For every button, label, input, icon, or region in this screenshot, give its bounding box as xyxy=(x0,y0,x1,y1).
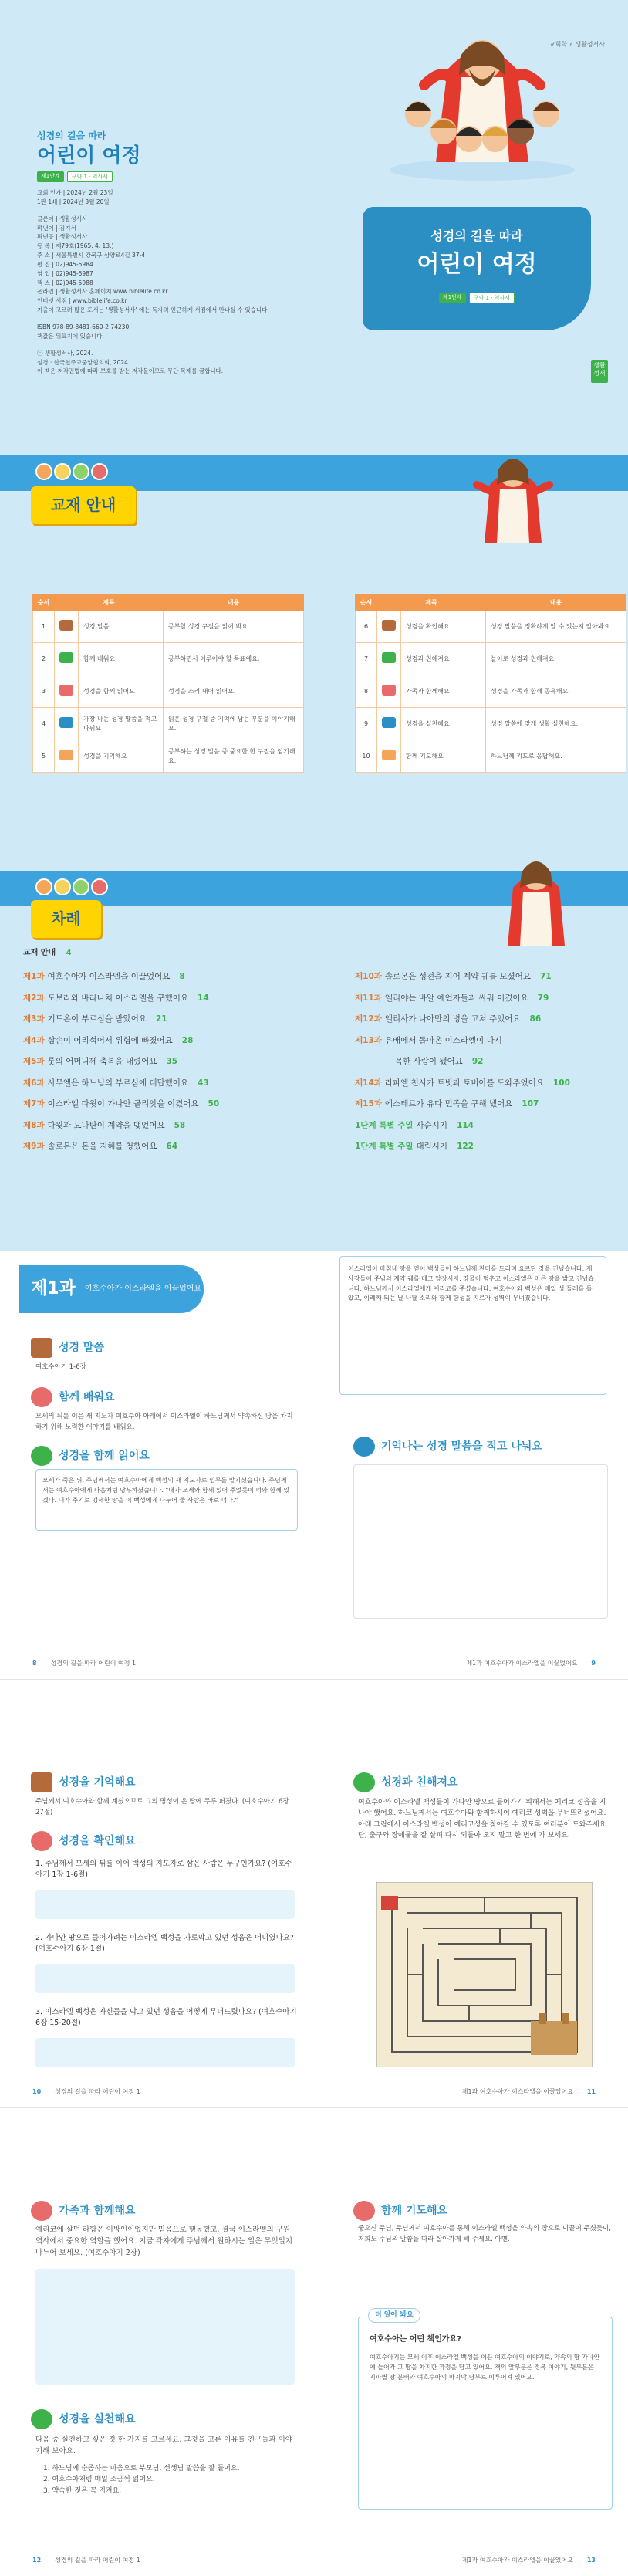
section-title: 기억나는 성경 말씀을 적고 나눠요 xyxy=(381,1440,542,1453)
colophon-line: 등 록 | 제79호(1965. 4. 13.) xyxy=(37,242,114,250)
page-footer-left xyxy=(32,1659,136,1668)
toc-guide-page: 4 xyxy=(66,949,72,957)
spacer xyxy=(37,315,315,323)
header-content: 내용 xyxy=(486,595,626,611)
maze-instructions: 여호수아와 이스라엘 백성들이 가나안 땅으로 들어가기 위해서는 예리코 성읍을 지나야 했어요. 하느님께서는 여호수아와 함께하시어 예리코 성벽을 무너뜨리셨어요. 아래 그림에서 이스라엘 백성이 예리코성을 찾아갈 수 있도록 여러분이 도와주세요. 단, 출구와 장애물을 잘 살펴 다시 되돌아 오지 말고 한 번에 가 보세요. xyxy=(358,1799,609,1840)
colophon-line: 주 소 | 서울특별시 강북구 삼양로4길 37-4 xyxy=(37,252,146,259)
toc-entry[interactable] xyxy=(355,1014,570,1035)
lesson-spread-pages-10-11 xyxy=(0,1679,628,2107)
toc-entry[interactable] xyxy=(23,971,219,993)
toc-lesson-title: 기드온이 부르심을 받았어요 xyxy=(47,1014,147,1024)
toc-entry[interactable] xyxy=(23,1014,219,1035)
row-title: 성경을 기억해요 xyxy=(79,740,164,773)
toc-lesson-title: 목한 사람이 됐어요 xyxy=(395,1057,463,1066)
cover-title: 어린이 여정 xyxy=(37,144,141,168)
row-title: 가장 나는 성경 말씀을 적고 나눠요 xyxy=(79,708,164,740)
toc-entry[interactable] xyxy=(355,1078,570,1099)
cover-subtitle: 성경의 길을 따라 xyxy=(37,130,106,141)
cover-title-badge xyxy=(363,207,591,330)
practice-option: 2. 여호수아처럼 매일 조금씩 읽어요. xyxy=(43,2476,155,2484)
toc-guide-label: 교재 안내 xyxy=(23,949,56,957)
colophon-line: 인터넷 서점 | www.biblelife.co.kr xyxy=(37,297,127,305)
toc-lesson-number: 제7과 xyxy=(23,1099,45,1109)
toc-lesson-number: 제10과 xyxy=(355,972,382,981)
row-number: 5 xyxy=(33,740,55,773)
toc-lesson-number: 제9과 xyxy=(23,1142,45,1151)
colophon-line: 팩 스 | 02)945-5988 xyxy=(37,279,93,286)
page-footer-right xyxy=(462,2087,596,2097)
section-get-familiar xyxy=(353,1772,458,1792)
colophon-line: 영 업 | 02)945-5987 xyxy=(37,269,93,277)
child-icon xyxy=(73,878,89,895)
row-number: 9 xyxy=(356,708,377,740)
section-icon xyxy=(59,750,73,760)
child-icon xyxy=(54,878,71,895)
lesson-number: 제1과 xyxy=(31,1279,76,1299)
section-icon xyxy=(59,717,73,728)
textbook-guide-page xyxy=(0,417,628,834)
section-title: 성경을 실천해요 xyxy=(59,2412,136,2425)
row-icon-cell xyxy=(377,643,401,675)
toc-lesson-number: 제4과 xyxy=(23,1035,45,1045)
toc-lesson-title: 엘리야는 바알 예언자들과 싸워 이겼어요 xyxy=(384,993,528,1003)
page-number: 9 xyxy=(591,1660,596,1667)
row-title: 성경 말씀 xyxy=(79,611,164,643)
toc-lesson-title: 사무엘은 하느님의 부르심에 대답했어요 xyxy=(47,1078,189,1088)
toc-heading xyxy=(31,900,101,938)
toc-entry[interactable] xyxy=(23,1120,219,1142)
section-icon xyxy=(382,750,396,760)
table-row xyxy=(33,643,304,675)
toc-lesson-title: 이스라엘 다윗이 가나안 골리앗을 이겼어요 xyxy=(47,1099,199,1109)
section-remember xyxy=(31,1772,136,1792)
toc-lesson-number: 1단계 특별 주일 xyxy=(355,1142,414,1151)
toc-page-number: 50 xyxy=(208,1099,220,1109)
section-title: 성경을 확인해요 xyxy=(59,1834,136,1847)
bible-book-icon xyxy=(31,1772,52,1792)
section-pray-together xyxy=(353,2201,447,2221)
child-icon xyxy=(35,878,52,895)
header-title: 제목 xyxy=(377,595,486,611)
section-icon xyxy=(59,652,73,663)
colophon-line: ⓒ 생활성서사, 2024. xyxy=(37,349,93,357)
footer-text: 제1과 여호수아가 이스라엘을 이끌었어요 xyxy=(466,1660,578,1667)
guide-heading xyxy=(31,486,136,524)
section-icon xyxy=(59,685,73,696)
children-reading-icon xyxy=(31,1446,52,1466)
praying-child-icon xyxy=(353,2201,375,2221)
colophon-line: 글쓴이 | 생활성서사 xyxy=(37,215,88,222)
row-content: 공부하는 성경 말씀 중 중요한 한 구절을 암기해요. xyxy=(164,740,304,773)
colophon-line: 책값은 뒤표지에 있습니다. xyxy=(37,332,104,340)
child-icon xyxy=(91,878,108,895)
colophon-line: 편 집 | 02)945-5984 xyxy=(37,260,93,268)
answer-box-1[interactable] xyxy=(35,1890,295,1919)
row-number: 4 xyxy=(33,708,55,740)
family-answer-box[interactable] xyxy=(35,2269,295,2385)
toc-entry[interactable] xyxy=(355,1098,570,1120)
table-header-row xyxy=(33,595,304,611)
row-icon-cell xyxy=(55,708,79,740)
toc-page-number: 14 xyxy=(198,993,209,1003)
row-title: 성경과 친해져요 xyxy=(401,643,486,675)
table-row xyxy=(33,611,304,643)
section-check xyxy=(31,1831,136,1851)
section-read-together xyxy=(31,1446,150,1466)
series-label: 교회학교 생활성서사 xyxy=(549,41,605,48)
row-number: 3 xyxy=(33,675,55,708)
children-icon xyxy=(31,2409,52,2429)
footer-text: 성경의 길을 따라 어린이 여정 1 xyxy=(55,2557,140,2564)
child-icon xyxy=(91,463,108,480)
page-footer-left xyxy=(32,2087,140,2097)
table-row xyxy=(356,611,626,643)
memory-verse: 주님께서 여호수아와 함께 계셨으므로 그의 명성이 온 땅에 두루 퍼졌다. (여호수아기 6장 27절) xyxy=(35,1798,289,1816)
toc-page-number: 92 xyxy=(471,1057,484,1066)
toc-page-number: 100 xyxy=(552,1078,570,1088)
row-number: 6 xyxy=(356,611,377,643)
children-icons xyxy=(35,878,108,895)
bible-reference: 여호수아기 1-6장 xyxy=(35,1363,86,1371)
table-of-contents-page xyxy=(0,834,628,1251)
toc-page-number: 114 xyxy=(457,1120,474,1130)
learn-more-text: 여호수아기는 모세 이후 이스라엘 백성을 이끈 여호수아의 이야기로, 약속의 땅 가나안에 들어가 그 땅을 차지한 과정을 담고 있어요. 책의 앞부분은 정복 이야기, 뒷부분은 지파별 땅 분배와 여호수아의 마지막 당부로 이루어져 있어요. xyxy=(370,2353,600,2381)
toc-lesson-title: 사순시기 xyxy=(416,1120,448,1130)
row-number: 7 xyxy=(356,643,377,675)
child-icon xyxy=(31,1831,52,1851)
row-number: 10 xyxy=(356,740,377,773)
row-icon-cell xyxy=(55,675,79,708)
toc-lesson-number: 제3과 xyxy=(23,1014,45,1024)
row-number: 8 xyxy=(356,675,377,708)
colophon-line: 기출이 고르려 많은 도서는 '생활성서사' 에는 독자의 인근하게 서점에서 만나실 수 있습니다. xyxy=(37,306,269,314)
toc-lesson-title: 유배에서 돌아온 이스라엘이 다시 xyxy=(384,1035,502,1045)
row-icon-cell xyxy=(377,708,401,740)
row-content: 성경을 가족과 함께 공유해요. xyxy=(486,675,626,708)
row-content: 성경을 소리 내어 읽어요. xyxy=(164,675,304,708)
page-number: 13 xyxy=(586,2557,596,2564)
row-content: 놀이로 성경과 친해져요. xyxy=(486,643,626,675)
table-row xyxy=(356,675,626,708)
toc-column-right xyxy=(355,971,570,1163)
toc-lesson-number: 제1과 xyxy=(23,972,45,981)
table-row xyxy=(356,708,626,740)
section-icon xyxy=(382,620,396,631)
section-title: 함께 배워요 xyxy=(59,1390,115,1403)
child-icon xyxy=(31,1387,52,1407)
toc-lesson-title: 다윗과 요나탄이 계약을 맺었어요 xyxy=(47,1120,165,1130)
row-icon-cell xyxy=(377,740,401,773)
section-practice xyxy=(31,2409,136,2429)
toc-lesson-title: 도보라와 바라나쳐 이스라엘을 구했어요 xyxy=(47,993,189,1003)
toc-page-number: 28 xyxy=(181,1035,194,1045)
row-title: 함께 배워요 xyxy=(79,643,164,675)
table-row xyxy=(33,740,304,773)
row-number: 2 xyxy=(33,643,55,675)
learn-together-text: 모세의 뒤를 이은 새 지도자 여호수아 아래에서 이스라엘이 하느님께서 약속하신 땅을 차지하기 위해 노력한 이야기를 배워요. xyxy=(35,1413,293,1431)
start-icon xyxy=(381,1896,398,1910)
row-title: 함께 기도해요 xyxy=(401,740,486,773)
colophon xyxy=(37,188,315,376)
spacer xyxy=(37,207,315,215)
bible-passage-box xyxy=(35,1469,298,1531)
page-number: 12 xyxy=(32,2557,42,2564)
family-icon xyxy=(31,2201,52,2221)
section-title: 성경을 기억해요 xyxy=(59,1775,136,1789)
bible-passage-text: 모세가 죽은 뒤, 주님께서는 여호수아에게 백성의 새 지도자로 임무를 맡기셨습니다. 주님께서는 여호수아에게 다음처럼 당부하셨습니다. "내가 모세와 함께 있어 주었듯이 너와 함께 있겠다. 내가 주기로 맹세한 땅을 이 백성에게 나누어 줄 사람은 바로 너다." xyxy=(42,1477,290,1504)
toc-entry[interactable] xyxy=(355,971,570,993)
bible-passage-continued: 이스라엘이 마침내 땅을 얻어 백성들이 하느님께 찬미를 드리며 요르단 강을 건넜습니다. 제사장들이 주님의 계약 궤를 메고 앞장서자, 강물이 멈추고 이스라엘은 마른 땅을 밟고 건넜습니다. 하느님께서 이스라엘에게 예리코를 주셨습니다. 여호수아와 백성은 매일 성 둘레를 돌았고, 이레째 되는 날 나팔 소리와 함께 함성을 지르자 성벽이 무너졌습니다. xyxy=(348,1265,594,1302)
toc-lesson-title: 여호수아가 이스라엘을 이끌었어요 xyxy=(47,972,171,981)
lesson-spread-pages-12-13 xyxy=(0,2107,628,2576)
cover-tags xyxy=(37,171,113,182)
toc-lesson-number: 제15과 xyxy=(355,1099,382,1109)
toc-entry[interactable] xyxy=(355,1056,570,1078)
section-bible-verse xyxy=(31,1338,104,1358)
practice-instructions: 다음 중 실천하고 싶은 것 한 가지를 고르세요. 그것을 고른 이유를 친구들과 이야기해 보아요. xyxy=(35,2436,292,2456)
practice-option: 3. 약속한 것은 꼭 지켜요. xyxy=(43,2486,122,2495)
table-header-row xyxy=(356,595,626,611)
toc-entry[interactable] xyxy=(23,1141,219,1163)
section-learn-together xyxy=(31,1387,115,1407)
row-content: 성경 말씀을 정확하게 알 수 있는지 알아봐요. xyxy=(486,611,626,643)
lesson-badge xyxy=(19,1265,204,1313)
row-icon-cell xyxy=(55,740,79,773)
question-1: 1. 주님께서 모세의 뒤를 이어 백성의 지도자로 삼은 사람은 누구인가요? (여호수아기 1장 1-6절) xyxy=(35,1860,292,1880)
table-row xyxy=(356,740,626,773)
colophon-line: 성경 · 한국천주교중앙협의회, 2024. xyxy=(37,358,130,366)
cover-page xyxy=(0,0,628,417)
colophon-line: 1판 1쇄 | 2024년 3월 20일 xyxy=(37,198,110,205)
toc-lesson-title: 라파엘 천사가 토빗과 토비아를 도와주었어요 xyxy=(384,1078,544,1088)
toc-lesson-number: 제6과 xyxy=(23,1078,45,1088)
section-icon xyxy=(382,717,396,728)
learn-more-question: 여호수아는 어떤 책인가요? xyxy=(370,2335,462,2344)
answer-box-2[interactable] xyxy=(35,1964,295,1993)
child-icon xyxy=(35,463,52,480)
header-order: 순서 xyxy=(33,595,55,611)
toc-page-number: 79 xyxy=(537,993,549,1003)
section-title: 성경과 친해져요 xyxy=(381,1775,458,1789)
toc-lesson-number: 제11과 xyxy=(355,993,382,1003)
page-footer-right xyxy=(462,2556,596,2565)
jericho-city-icon xyxy=(531,2021,577,2055)
toc-entry[interactable] xyxy=(23,1056,219,1078)
lesson-spread-pages-8-9 xyxy=(0,1251,628,1679)
toc-entry[interactable] xyxy=(355,1120,570,1142)
badge-tag-stage: 제1단계 xyxy=(439,293,466,303)
row-content: 공부하면서 이루어야 할 목표예요. xyxy=(164,643,304,675)
toc-page-number: 21 xyxy=(156,1014,167,1024)
toc-entry[interactable] xyxy=(355,1035,570,1057)
row-number: 1 xyxy=(33,611,55,643)
toc-column-left xyxy=(23,971,219,1163)
question-3: 3. 이스라엘 백성은 자신들을 막고 있던 성읍을 어떻게 무너뜨렸나요? (여호수아기 6장 15-20절) xyxy=(35,2008,297,2028)
toc-entry[interactable] xyxy=(23,1035,219,1057)
toc-page-number: 86 xyxy=(529,1014,542,1024)
page-footer-left xyxy=(32,2556,140,2565)
row-title: 성경을 함께 읽어요 xyxy=(79,675,164,708)
page-footer-right xyxy=(466,1659,596,1668)
section-title: 가족과 함께해요 xyxy=(59,2204,136,2217)
page-number: 11 xyxy=(586,2088,596,2096)
toc-page-number: 35 xyxy=(166,1057,178,1066)
row-content: 하느님께 기도로 응답해요. xyxy=(486,740,626,773)
footer-text: 제1과 여호수아가 이스라엘을 이끌었어요 xyxy=(461,2088,573,2096)
page-number: 8 xyxy=(32,1660,37,1667)
child-writing-icon xyxy=(353,1437,375,1457)
colophon-line: 교회 인가 | 2024년 2월 23일 xyxy=(37,189,113,196)
page-number: 10 xyxy=(32,2088,42,2096)
table-row xyxy=(33,708,304,740)
guide-heading-label: 교재 안내 xyxy=(31,486,136,524)
publisher-logo: 생활 성서 xyxy=(591,360,608,383)
lesson-title: 여호수아가 이스라엘을 이끌었어요 xyxy=(84,1285,202,1293)
toc-page-number: 122 xyxy=(457,1142,474,1151)
row-icon-cell xyxy=(377,611,401,643)
toc-lesson-number: 1단계 특별 주일 xyxy=(355,1120,414,1130)
section-icon xyxy=(59,620,73,631)
section-icon xyxy=(382,685,396,696)
badge-subtitle: 성경의 길을 따라 xyxy=(430,228,523,243)
toc-lesson-number: 제12과 xyxy=(355,1014,382,1024)
section-icon xyxy=(382,652,396,663)
child-icon xyxy=(54,463,71,480)
colophon-line: 온라인 | 생활성서사 홈페이지 www.biblelife.co.kr xyxy=(37,288,168,296)
row-icon-cell xyxy=(55,611,79,643)
toc-entry[interactable] xyxy=(23,1098,219,1120)
row-icon-cell xyxy=(55,643,79,675)
maze-puzzle[interactable] xyxy=(376,1882,593,2067)
footer-text: 성경의 길을 따라 어린이 여정 1 xyxy=(50,1660,137,1667)
toc-guide-entry[interactable] xyxy=(23,948,72,960)
question-2: 2. 가나안 땅으로 들어가려는 이스라엘 백성을 가로막고 있던 성읍은 어디였나요? (여호수아기 6장 1절) xyxy=(35,1934,294,1954)
toc-page-number: 71 xyxy=(540,972,552,981)
table-row xyxy=(33,675,304,708)
toc-lesson-title: 대림시기 xyxy=(416,1142,448,1151)
tag-stage: 제1단계 xyxy=(37,171,64,182)
toc-lesson-number: 제14과 xyxy=(355,1078,382,1088)
toc-lesson-title: 삼손이 어리석어서 위험에 빠졌어요 xyxy=(47,1035,173,1045)
footer-text: 성경의 길을 따라 어린이 여정 1 xyxy=(55,2088,140,2096)
row-title: 성경을 실천해요 xyxy=(401,708,486,740)
toc-page-number: 107 xyxy=(522,1099,539,1109)
toc-lesson-title: 에스테르가 유다 민족을 구해 냈어요 xyxy=(384,1099,513,1109)
header-order: 순서 xyxy=(356,595,377,611)
badge-title: 어린이 여정 xyxy=(417,251,537,279)
toc-lesson-number: 제5과 xyxy=(23,1057,45,1066)
row-icon-cell xyxy=(377,675,401,708)
guide-table-right xyxy=(355,594,626,773)
colophon-line: 펴낸이 | 김기서 xyxy=(37,224,76,232)
practice-option: 1. 하느님께 순종하는 마음으로 부모님, 선생님 말씀을 잘 들어요. xyxy=(43,2465,240,2473)
spacer xyxy=(37,341,315,349)
family-activity-text: 예리코에 살던 라합은 이방인이었지만 믿음으로 행동했고, 결국 이스라엘의 구원 역사에서 중요한 역할을 했어요. 지금 각자에게 주님께서 원하시는 일은 무엇일지 나누어 보세요. (여호수아기 2장) xyxy=(35,2226,293,2258)
jesus-icon xyxy=(494,841,579,949)
badge-tag-volume: 구약 1 · 역사서 xyxy=(469,293,515,303)
jesus-with-children-illustration xyxy=(370,15,594,181)
write-verse-box[interactable] xyxy=(353,1464,608,1619)
toc-lesson-title: 솔로몬은 돈을 지혜를 청했어요 xyxy=(47,1142,157,1151)
toc-heading-label: 차례 xyxy=(31,900,101,938)
row-content: 성경 말씀에 맞게 생활 실천해요. xyxy=(486,708,626,740)
toc-page-number: 64 xyxy=(166,1142,178,1151)
toc-entry[interactable] xyxy=(23,993,219,1014)
toc-page-number: 58 xyxy=(174,1120,186,1130)
footer-text: 제1과 여호수아가 이스라엘을 이끌었어요 xyxy=(461,2557,573,2564)
row-title: 가족과 함께해요 xyxy=(401,675,486,708)
row-content: 공부할 성경 구절을 읽어 봐요. xyxy=(164,611,304,643)
section-title: 함께 기도해요 xyxy=(381,2204,448,2217)
toc-lesson-number: 제2과 xyxy=(23,993,45,1003)
section-title: 성경을 함께 읽어요 xyxy=(59,1449,150,1462)
tag-volume: 구약 1 · 역사서 xyxy=(67,171,113,182)
children-icons xyxy=(35,463,108,480)
toc-lesson-number: 제8과 xyxy=(23,1120,45,1130)
toc-lesson-title: 엘리사가 나아만의 병을 고쳐 주었어요 xyxy=(384,1014,521,1024)
section-title: 성경 말씀 xyxy=(59,1341,104,1354)
toc-lesson-title: 솔로몬은 성전을 지어 계약 궤를 모셨어요 xyxy=(384,972,532,981)
toc-lesson-number: 제13과 xyxy=(355,1035,382,1045)
toc-page-number: 8 xyxy=(179,972,185,981)
toc-page-number: 43 xyxy=(198,1078,209,1088)
prayer-text: 좋으신 주님, 주님께서 여호수아를 통해 이스라엘 백성을 약속의 땅으로 이끌어 주셨듯이, 저희도 주님의 말씀을 따라 살아가게 해 주세요. 아멘. xyxy=(358,2225,612,2243)
section-write-and-share xyxy=(353,1437,542,1457)
header-title: 제목 xyxy=(55,595,164,611)
colophon-line: 이 책은 저작권법에 따라 보호를 받는 저작물이므로 무단 복제를 금합니다. xyxy=(37,367,224,375)
toc-entry[interactable] xyxy=(23,1078,219,1099)
row-title: 성경을 확인해요 xyxy=(401,611,486,643)
header-content: 내용 xyxy=(164,595,304,611)
toc-lesson-title: 룻의 어머니께 축복을 내렸어요 xyxy=(47,1057,157,1066)
learn-more-title: 더 알아 봐요 xyxy=(368,2308,420,2323)
toc-entry[interactable] xyxy=(355,993,570,1014)
row-content: 읽은 성경 구절 중 기억에 남는 부분을 이야기해요. xyxy=(164,708,304,740)
learn-more-box xyxy=(358,2311,613,2510)
guide-table-left xyxy=(32,594,304,773)
bible-passage-continued-box xyxy=(339,1256,606,1395)
bible-book-icon xyxy=(31,1338,52,1358)
colophon-line: ISBN 978-89-8481-660-2 74230 xyxy=(37,323,130,330)
colophon-line: 펴낸곳 | 생활성서사 xyxy=(37,233,88,241)
table-row xyxy=(356,643,626,675)
practice-options xyxy=(43,2463,298,2496)
section-with-family xyxy=(31,2201,136,2221)
child-icon xyxy=(73,463,89,480)
jesus-icon xyxy=(471,438,555,547)
toc-entry[interactable] xyxy=(355,1141,570,1163)
answer-box-3[interactable] xyxy=(35,2038,295,2067)
children-icon xyxy=(353,1772,375,1792)
